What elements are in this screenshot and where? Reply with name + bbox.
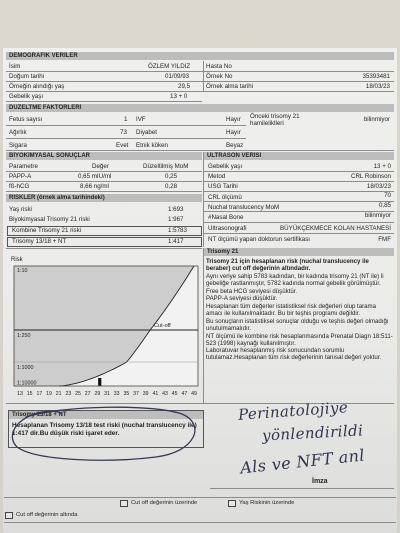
- ultrasound-label: Gebelik yaşı: [208, 163, 243, 170]
- signature-line: [210, 488, 394, 489]
- ultrasound-label: CRL ölçümü: [208, 194, 242, 201]
- handdrawn-circle: [4, 402, 210, 466]
- interpretation-paragraph: Aynı veriye sahip 5783 kadından, bir kadında trisomy 21 (NT ile) li gebeliğe rastlanmıştır, 5782 kadında normal gebelik görülmüştür.: [206, 272, 384, 287]
- column-divider: [203, 248, 204, 403]
- x-tick-label: 33: [113, 391, 120, 397]
- row-divider: [6, 248, 202, 249]
- biochem-header-mom: Düzeltilmiş MoM: [143, 163, 189, 170]
- row-divider: [6, 171, 202, 172]
- cutoff-label: Cut-off: [154, 323, 171, 329]
- x-tick-label: 15: [26, 391, 33, 397]
- row-divider: [204, 222, 394, 223]
- y-tick-label: 1:10: [17, 268, 28, 274]
- x-tick-label: 49: [191, 391, 197, 397]
- x-tick-label: 31: [104, 391, 110, 397]
- x-tick-label: 37: [133, 391, 139, 397]
- y-tick-label: 1:250: [17, 333, 31, 339]
- legend-swatch-above-cutoff: [120, 500, 128, 507]
- ultrasound-label: NT ölçümü yapan doktorun sertifikası: [208, 236, 311, 243]
- risk-label: Kombine Trisomy 21 riski: [12, 227, 82, 234]
- x-tick-label: 39: [142, 391, 149, 397]
- y-axis-title: Risk: [11, 257, 23, 263]
- dob-value: 01/09/93: [165, 73, 190, 80]
- weight-label: Ağırlık: [9, 129, 27, 136]
- x-tick-label: 25: [75, 391, 81, 397]
- row-divider: [6, 71, 394, 72]
- interpretation-paragraph: Bu sonuçların istatistiksel sonuçlar olduğu ve teşhis değeri olmadığı unutulmamalıdır.: [206, 317, 389, 332]
- x-tick-label: 47: [181, 391, 188, 397]
- ethnic-label: Etnik köken: [136, 142, 168, 149]
- row-divider: [4, 522, 396, 523]
- ultrasound-value: FMF: [378, 236, 391, 243]
- ultrasound-value: bilinmiyor: [364, 212, 391, 219]
- sample-date-value: 18/03/23: [365, 83, 390, 90]
- legend-above-cutoff: Cut off değerinin üzerinde: [131, 500, 198, 506]
- x-tick-label: 19: [46, 391, 52, 397]
- interpretation-paragraph: Hesaplanan tüm değerler istatistiksel risk değerleri olup tarama amacı ile kullanılmaktadır. Bu bir teşhis programı değildir.: [206, 302, 377, 318]
- trisomy21-interpretation: [206, 258, 393, 362]
- handwritten-note: yönlendirildi: [261, 421, 364, 445]
- trisomy21-age-risk-chart: [8, 252, 202, 402]
- risk-label: Trisomy 13/18 + NT: [12, 238, 67, 245]
- ultrasound-label: USG Tarihi: [208, 183, 238, 190]
- interpretation-paragraph: Laboratuvar hesaplanmış risk sonucundan sorumlu tutulamaz.Hesaplanan tüm risk değerlerinin tanısal değeri yoktur.: [206, 347, 382, 362]
- section-header-ultrasound: ULTRASON VERİSİ: [204, 152, 394, 160]
- row-divider: [204, 181, 394, 182]
- interpretation-paragraph: Trisomy 21 için hesaplanan risk (nuchal translucency ile beraber) cut off değerinin altındadır.: [206, 258, 369, 273]
- smoking-label: Sigara: [9, 142, 27, 149]
- x-tick-label: 29: [94, 391, 101, 397]
- trisomy1318-result-text: Hesaplanan Trisomy 13/18 test riski (nuchal translucency ile) 1:417 dir.Bu düşük riski işaret eder.: [12, 422, 197, 437]
- diabetes-value: Hayır: [226, 129, 241, 136]
- row-divider: [6, 150, 394, 151]
- ultrasound-value: CRL Robinson: [350, 173, 391, 180]
- row-divider: [204, 233, 394, 234]
- legend-swatch-below-cutoff: [5, 512, 13, 519]
- row-divider: [6, 101, 202, 102]
- age-value: 29,5: [178, 83, 191, 90]
- previous-trisomy-label: Önceki trisomy 21 hamileliklleri: [250, 113, 300, 127]
- biochem-value: 0,65 mIU/ml: [78, 173, 112, 180]
- ultrasound-label: Metod: [208, 173, 226, 180]
- x-tick-label: 41: [152, 391, 159, 397]
- biochem-header-value: Değer: [92, 163, 109, 170]
- risk-label: Biyokimyasal Trisomy 21 riski: [9, 216, 90, 223]
- row-divider: [6, 91, 394, 92]
- ultrasound-value: BÜYÜKÇEKMECE KOLAN HASTANESİ: [280, 225, 391, 232]
- ga-label: Gebelik yaşı: [9, 93, 44, 100]
- section-header-correction: DÜZELTME FAKTÖRLERİ: [6, 104, 394, 112]
- ivf-label: IVF: [136, 116, 146, 123]
- fetus-value: 1: [124, 116, 128, 123]
- ethnic-value: Beyaz: [226, 142, 244, 149]
- sample-no-label: Örnek No: [206, 73, 233, 80]
- x-tick-label: 21: [55, 391, 62, 397]
- legend-above-age-risk: Yaş Riskinin üzerinde: [239, 500, 295, 506]
- diabetes-label: Diyabet: [136, 129, 157, 136]
- trisomy1318-box-header: Trisomy 13/18 + NT: [9, 411, 203, 419]
- section-header-trisomy21: Trisomy 21: [204, 248, 394, 256]
- patient-name: ÖZLEM YILDIZ: [148, 63, 191, 70]
- row-divider: [6, 138, 246, 139]
- y-tick-label: 1:1000: [17, 365, 34, 371]
- age-label: Örneğin alındığı yaş: [9, 83, 65, 90]
- y-tick-label: 1:10000: [17, 380, 37, 387]
- ultrasound-value: 70: [384, 192, 391, 199]
- ultrasound-value: 0,85: [378, 202, 391, 209]
- biochem-value: 8,66 ng/ml: [80, 183, 109, 190]
- interpretation-paragraph: PAPP-A seviyesi düşüktür.: [206, 295, 278, 303]
- legend-below-cutoff: Cut off değerinin altında: [16, 512, 78, 518]
- biochem-mom: 0,25: [165, 173, 178, 180]
- ultrasound-value: 18/03/23: [366, 183, 391, 190]
- x-tick-label: 23: [65, 391, 72, 397]
- sample-date-label: Örnek alma tarihi: [206, 83, 254, 90]
- smoking-value: Evet: [116, 142, 129, 149]
- ultrasound-label: Ultrasonografi: [208, 225, 247, 232]
- x-tick-label: 27: [84, 391, 91, 397]
- x-tick-label: 45: [171, 391, 178, 397]
- x-tick-label: 13: [17, 391, 23, 397]
- x-tick-label: 35: [123, 391, 130, 397]
- x-tick-label: 17: [36, 391, 43, 397]
- column-divider: [203, 61, 204, 91]
- patient-no-label: Hasta No: [206, 63, 232, 70]
- row-divider: [6, 181, 202, 182]
- biochem-param: PAPP-A: [9, 173, 32, 180]
- risk-value: 1:5783: [168, 227, 187, 234]
- x-tick-label: 43: [162, 391, 168, 397]
- dob-label: Doğum tarihi: [9, 73, 45, 80]
- previous-trisomy-value: bilinmiyor: [363, 116, 390, 123]
- row-divider: [4, 497, 396, 498]
- legend-swatch-above-age-risk: [228, 500, 236, 507]
- name-label: İsim: [9, 63, 21, 70]
- biochem-header-parameter: Parametre: [9, 163, 38, 170]
- row-divider: [6, 81, 394, 82]
- risk-value: 1:967: [168, 216, 184, 223]
- row-divider: [6, 191, 202, 192]
- risk-label: Yaş riski: [9, 206, 32, 213]
- interpretation-paragraph: Free beta HCG seviyesi düşüktür.: [206, 287, 298, 295]
- row-divider: [204, 201, 394, 202]
- patient-risk-marker: [98, 378, 101, 386]
- risk-value: 1:693: [168, 206, 184, 213]
- biochem-mom: 0,28: [165, 183, 178, 190]
- interpretation-paragraph: NT ölçümü ile kombine risk hesaplanmasında Prenatal Diagn 18:511-523 (1998) kaynağı kullanılmıştır.: [206, 332, 393, 347]
- ga-value: 13 + 0: [170, 93, 188, 100]
- handwritten-note: Perinatolojiye: [237, 398, 349, 424]
- section-header-risks: RİSKLER (örnek alma tarihindeki): [6, 194, 202, 202]
- ivf-value: Hayır: [226, 116, 241, 123]
- row-divider: [6, 125, 246, 126]
- section-header-biochem: BİYOKİMYASAL SONUÇLAR: [6, 152, 202, 160]
- row-divider: [204, 171, 394, 172]
- risk-value: 1:417: [168, 238, 184, 245]
- weight-value: 73: [120, 129, 127, 136]
- section-header-demographics: DEMOGRAFİK VERİLER: [6, 52, 394, 60]
- handdrawn-circle-stroke: [12, 407, 195, 460]
- biochem-param: fß-hCG: [9, 183, 30, 190]
- row-divider: [204, 191, 394, 192]
- ultrasound-label: Nuchal translucency MoM: [208, 204, 280, 211]
- fetus-label: Fetus sayısı: [9, 116, 43, 123]
- ultrasound-label: #Nasal Bone: [208, 214, 244, 221]
- handwritten-note: Als ve NFT anl: [239, 445, 366, 478]
- sample-no-value: 35393481: [362, 73, 390, 80]
- row-divider: [204, 211, 394, 212]
- ultrasound-value: 13 + 0: [373, 163, 391, 170]
- signature-label: İmza: [312, 478, 328, 485]
